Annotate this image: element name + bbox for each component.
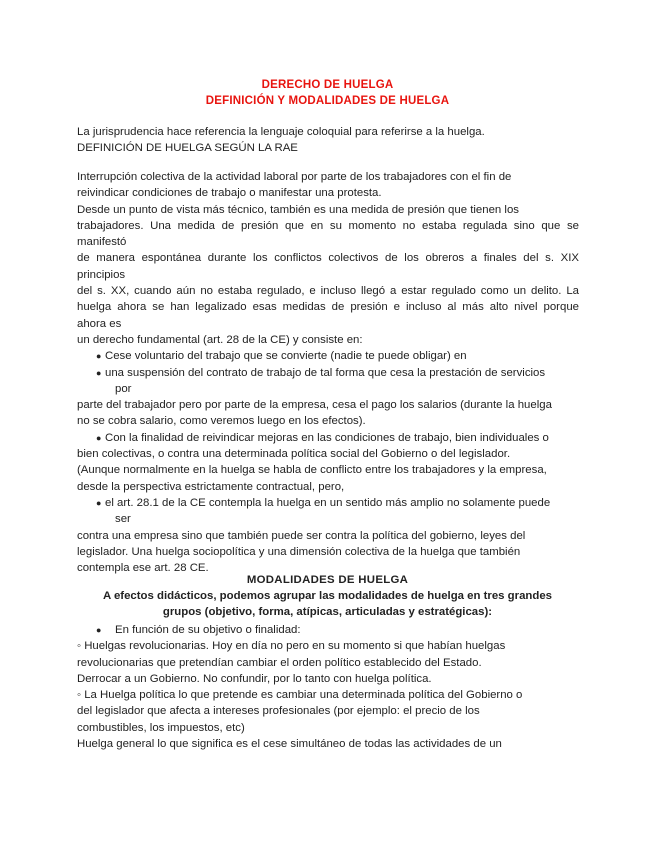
intro-line: La jurisprudencia hace referencia la lenguaje coloquial para referirse a la huelga. bbox=[77, 126, 485, 138]
paragraph-line: ahora es bbox=[77, 317, 122, 330]
paragraph-line: huelga ahora se han legalizado esas medidas de presión e incluso al más alto nivel porque bbox=[77, 301, 579, 314]
paragraph-line: un derecho fundamental (art. 28 de la CE) y consiste en: bbox=[77, 333, 363, 346]
bullet-icon: ● bbox=[96, 351, 102, 362]
paragraph-line: combustibles, los impuestos, etc) bbox=[77, 721, 245, 734]
list-item-continuation: ser bbox=[115, 513, 131, 526]
paragraph-line: trabajadores. Una medida de presión que en su momento no estaba regulada sino que se bbox=[77, 219, 579, 232]
section-heading: MODALIDADES DE HUELGA bbox=[246, 574, 409, 586]
bullet-icon: ● bbox=[96, 367, 102, 378]
paragraph-line: contra una empresa sino que también puede ser contra la política del gobierno, leyes del bbox=[77, 529, 526, 542]
paragraph-line: manifestó bbox=[77, 236, 127, 249]
paragraph-line: revolucionarias que pretendían cambiar el orden político establecido del Estado. bbox=[77, 656, 482, 669]
list-item-text: Cese voluntario del trabajo que se convierte (nadie te puede obligar) en bbox=[105, 350, 467, 363]
paragraph-line: de manera espontánea durante los conflictos colectivos de los obreros a finales del s. XIX bbox=[77, 252, 579, 265]
definition-block bbox=[77, 169, 579, 576]
paragraph-line: Huelga general lo que significa es el cese simultáneo de todas las actividades de un bbox=[77, 738, 502, 751]
document-subtitle: DEFINICIÓN Y MODALIDADES DE HUELGA bbox=[205, 95, 450, 107]
section-subheading: grupos (objetivo, forma, atípicas, articuladas y estratégicas): bbox=[162, 606, 493, 618]
paragraph-line: del s. XX, cuando aún no estaba regulado, e incluso llegó a estar regulado como un delito. La bbox=[77, 285, 579, 298]
bullet-icon: ● bbox=[96, 432, 102, 443]
list-item bbox=[77, 348, 579, 364]
list-item-text: Con la finalidad de reivindicar mejoras en las condiciones de trabajo, bien individuales o bbox=[105, 431, 549, 444]
paragraph-line: Interrupción colectiva de la actividad laboral por parte de los trabajadores con el fin de bbox=[77, 171, 512, 183]
intro-block bbox=[77, 124, 579, 157]
paragraph-line: no se cobra salario, como veremos luego en los efectos). bbox=[77, 415, 366, 428]
list-item bbox=[77, 430, 579, 446]
paragraph-line: Derrocar a un Gobierno. No confundir, por lo tanto con huelga política. bbox=[77, 672, 432, 685]
paragraph-line: del legislador que afecta a intereses profesionales (por ejemplo: el precio de los bbox=[77, 705, 480, 718]
paragraph-line: bien colectivas, o contra una determinada política social del Gobierno o del legislador. bbox=[77, 448, 511, 461]
paragraph-line: legislador. Una huelga sociopolítica y una dimensión colectiva de la huelga que también bbox=[77, 545, 521, 558]
modalidades-block bbox=[77, 622, 579, 752]
paragraph-line: ◦ Huelgas revolucionarias. Hoy en día no pero en su momento si que habían huelgas bbox=[77, 640, 506, 653]
paragraph-line: desde la perspectiva estrictamente contractual, pero, bbox=[77, 480, 345, 493]
paragraph-line: Desde un punto de vista más técnico, también es una medida de presión que tienen los bbox=[77, 203, 519, 216]
intro-heading: DEFINICIÓN DE HUELGA SEGÚN LA RAE bbox=[77, 142, 298, 155]
bullet-icon: ● bbox=[96, 625, 102, 635]
paragraph-line: reivindicar condiciones de trabajo o manifestar una protesta. bbox=[77, 187, 382, 200]
list-item-text: una suspensión del contrato de trabajo de tal forma que cesa la prestación de servicios bbox=[105, 366, 546, 379]
list-item-text: En función de su objetivo o finalidad: bbox=[115, 624, 301, 636]
list-item bbox=[77, 495, 579, 511]
list-item-continuation: por bbox=[115, 382, 132, 395]
paragraph-line: (Aunque normalmente en la huelga se habla de conflicto entre los trabajadores y la empresa, bbox=[77, 464, 547, 477]
list-item bbox=[77, 365, 579, 381]
paragraph-line: ◦ La Huelga política lo que pretende es cambiar una determinada política del Gobierno o bbox=[77, 689, 523, 702]
document-title: DERECHO DE HUELGA bbox=[261, 79, 394, 91]
paragraph-line: parte del trabajador pero por parte de la empresa, cesa el pago los salarios (durante la huelga bbox=[77, 399, 552, 412]
section-subheading: A efectos didácticos, podemos agrupar las modalidades de huelga en tres grandes bbox=[102, 590, 552, 602]
list-item bbox=[77, 622, 579, 638]
list-item-text: el art. 28.1 de la CE contempla la huelga en un sentido más amplio no solamente puede bbox=[105, 496, 551, 509]
paragraph-line: contempla ese art. 28 CE. bbox=[77, 562, 209, 575]
bullet-icon: ● bbox=[96, 497, 102, 508]
paragraph-line: principios bbox=[77, 268, 126, 281]
